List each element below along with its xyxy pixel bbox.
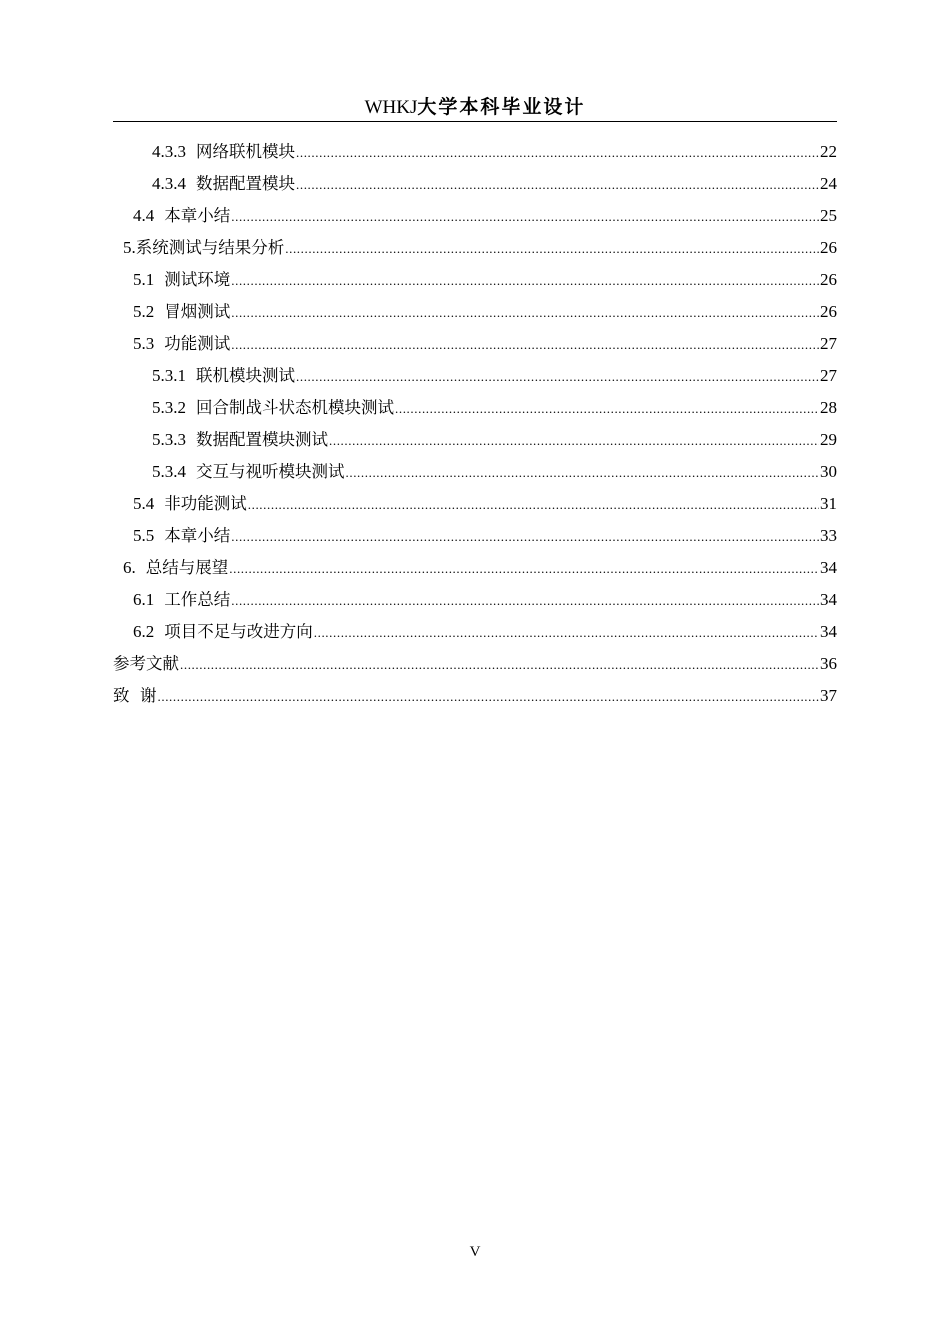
toc-dot-leader xyxy=(248,489,819,521)
toc-entry-title: 功能测试 xyxy=(164,334,231,353)
toc-dot-leader xyxy=(296,169,819,201)
toc-entry-title: 非功能测试 xyxy=(164,494,247,513)
toc-entry-5-2[interactable] xyxy=(113,296,837,328)
toc-entry-page: 27 xyxy=(820,366,837,385)
toc-entry-title: 项目不足与改进方向 xyxy=(164,622,313,641)
toc-entry-page: 36 xyxy=(820,654,837,673)
toc-entry-number: 5.5 xyxy=(133,526,155,545)
toc-dot-leader xyxy=(395,393,819,425)
toc-entry-title: 回合制战斗状态机模块测试 xyxy=(196,398,394,417)
toc-dot-leader xyxy=(231,201,819,233)
toc-entry-5-3-2[interactable] xyxy=(113,392,837,424)
toc-entry-number: 6.2 xyxy=(133,622,155,641)
toc-dot-leader xyxy=(229,553,819,585)
toc-entry-page: 34 xyxy=(820,590,837,609)
toc-entry-title: 本章小结 xyxy=(164,206,231,225)
toc-entry-page: 26 xyxy=(820,238,837,257)
toc-entry-5-1[interactable] xyxy=(113,264,837,296)
toc-entry-page: 26 xyxy=(820,302,837,321)
toc-entry-page: 22 xyxy=(820,142,837,161)
toc-entry-page: 33 xyxy=(820,526,837,545)
toc-dot-leader xyxy=(329,425,819,457)
toc-entry-page: 25 xyxy=(820,206,837,225)
header-university-code: WHKJ xyxy=(364,97,418,118)
toc-entry-title: 系统测试与结果分析 xyxy=(135,238,285,257)
toc-entry-title: 联机模块测试 xyxy=(196,366,295,385)
toc-entry-4-4[interactable] xyxy=(113,200,837,232)
toc-entry-number: 6. xyxy=(123,558,136,577)
toc-entry-title: 致 谢 xyxy=(113,686,157,705)
toc-entry-title: 交互与视听模块测试 xyxy=(196,462,345,481)
toc-entry-number: 5.3 xyxy=(133,334,155,353)
toc-entry-5[interactable] xyxy=(113,232,837,264)
toc-entry-title: 数据配置模块 xyxy=(196,174,295,193)
toc-dot-leader xyxy=(231,265,819,297)
toc-entry-title: 冒烟测试 xyxy=(164,302,231,321)
page-header xyxy=(113,94,837,120)
toc-entry-number: 4.4 xyxy=(133,206,155,225)
toc-entry-references[interactable] xyxy=(113,648,837,680)
toc-entry-5-4[interactable] xyxy=(113,488,837,520)
toc-entry-page: 26 xyxy=(820,270,837,289)
toc-entry-title: 工作总结 xyxy=(164,590,231,609)
toc-entry-title: 测试环境 xyxy=(164,270,231,289)
toc-dot-leader xyxy=(296,361,819,393)
toc-entry-number: 6.1 xyxy=(133,590,155,609)
page-number-footer: V xyxy=(469,1244,481,1260)
toc-entry-number: 4.3.3 xyxy=(152,142,186,161)
toc-dot-leader xyxy=(180,649,819,681)
toc-entry-title: 网络联机模块 xyxy=(196,142,295,161)
toc-entry-4-3-4[interactable] xyxy=(113,168,837,200)
toc-dot-leader xyxy=(296,137,819,169)
toc-dot-leader xyxy=(285,233,819,265)
toc-entry-5-3-1[interactable] xyxy=(113,360,837,392)
toc-dot-leader xyxy=(231,521,819,553)
toc-entry-6-1[interactable] xyxy=(113,584,837,616)
toc-dot-leader xyxy=(231,585,819,617)
toc-entry-number: 5.3.3 xyxy=(152,430,186,449)
toc-entry-page: 37 xyxy=(820,686,837,705)
toc-entry-number: 5. xyxy=(123,238,136,257)
toc-entry-page: 34 xyxy=(820,558,837,577)
toc-entry-title: 数据配置模块测试 xyxy=(196,430,328,449)
toc-entry-5-3[interactable] xyxy=(113,328,837,360)
toc-entry-number: 5.3.4 xyxy=(152,462,186,481)
toc-entry-acknowledgements[interactable] xyxy=(113,680,837,712)
toc-entry-number: 5.1 xyxy=(133,270,155,289)
toc-entry-title: 本章小结 xyxy=(164,526,231,545)
toc-entry-6-2[interactable] xyxy=(113,616,837,648)
toc-entry-number: 4.3.4 xyxy=(152,174,186,193)
toc-entry-page: 29 xyxy=(820,430,837,449)
toc-entry-title: 参考文献 xyxy=(113,654,179,673)
toc-entry-number: 5.3.1 xyxy=(152,366,186,385)
toc-dot-leader xyxy=(231,329,819,361)
toc-entry-4-3-3[interactable] xyxy=(113,136,837,168)
toc-entry-number: 5.3.2 xyxy=(152,398,186,417)
toc-entry-page: 24 xyxy=(820,174,837,193)
toc-entry-page: 27 xyxy=(820,334,837,353)
header-title: 大学本科毕业设计 xyxy=(417,96,586,118)
toc-entry-page: 30 xyxy=(820,462,837,481)
toc-dot-leader xyxy=(158,681,820,713)
toc-entry-5-3-3[interactable] xyxy=(113,424,837,456)
toc-entry-page: 34 xyxy=(820,622,837,641)
toc-dot-leader xyxy=(231,297,819,329)
toc-entry-title: 总结与展望 xyxy=(145,558,229,577)
toc-entry-6[interactable] xyxy=(113,552,837,584)
toc-entry-5-5[interactable] xyxy=(113,520,837,552)
toc-entry-5-3-4[interactable] xyxy=(113,456,837,488)
table-of-contents xyxy=(113,136,837,712)
toc-entry-number: 5.2 xyxy=(133,302,155,321)
header-rule xyxy=(113,121,837,122)
toc-entry-page: 28 xyxy=(820,398,837,417)
toc-entry-number: 5.4 xyxy=(133,494,155,513)
toc-dot-leader xyxy=(346,457,820,489)
toc-entry-page: 31 xyxy=(820,494,837,513)
toc-dot-leader xyxy=(314,617,819,649)
